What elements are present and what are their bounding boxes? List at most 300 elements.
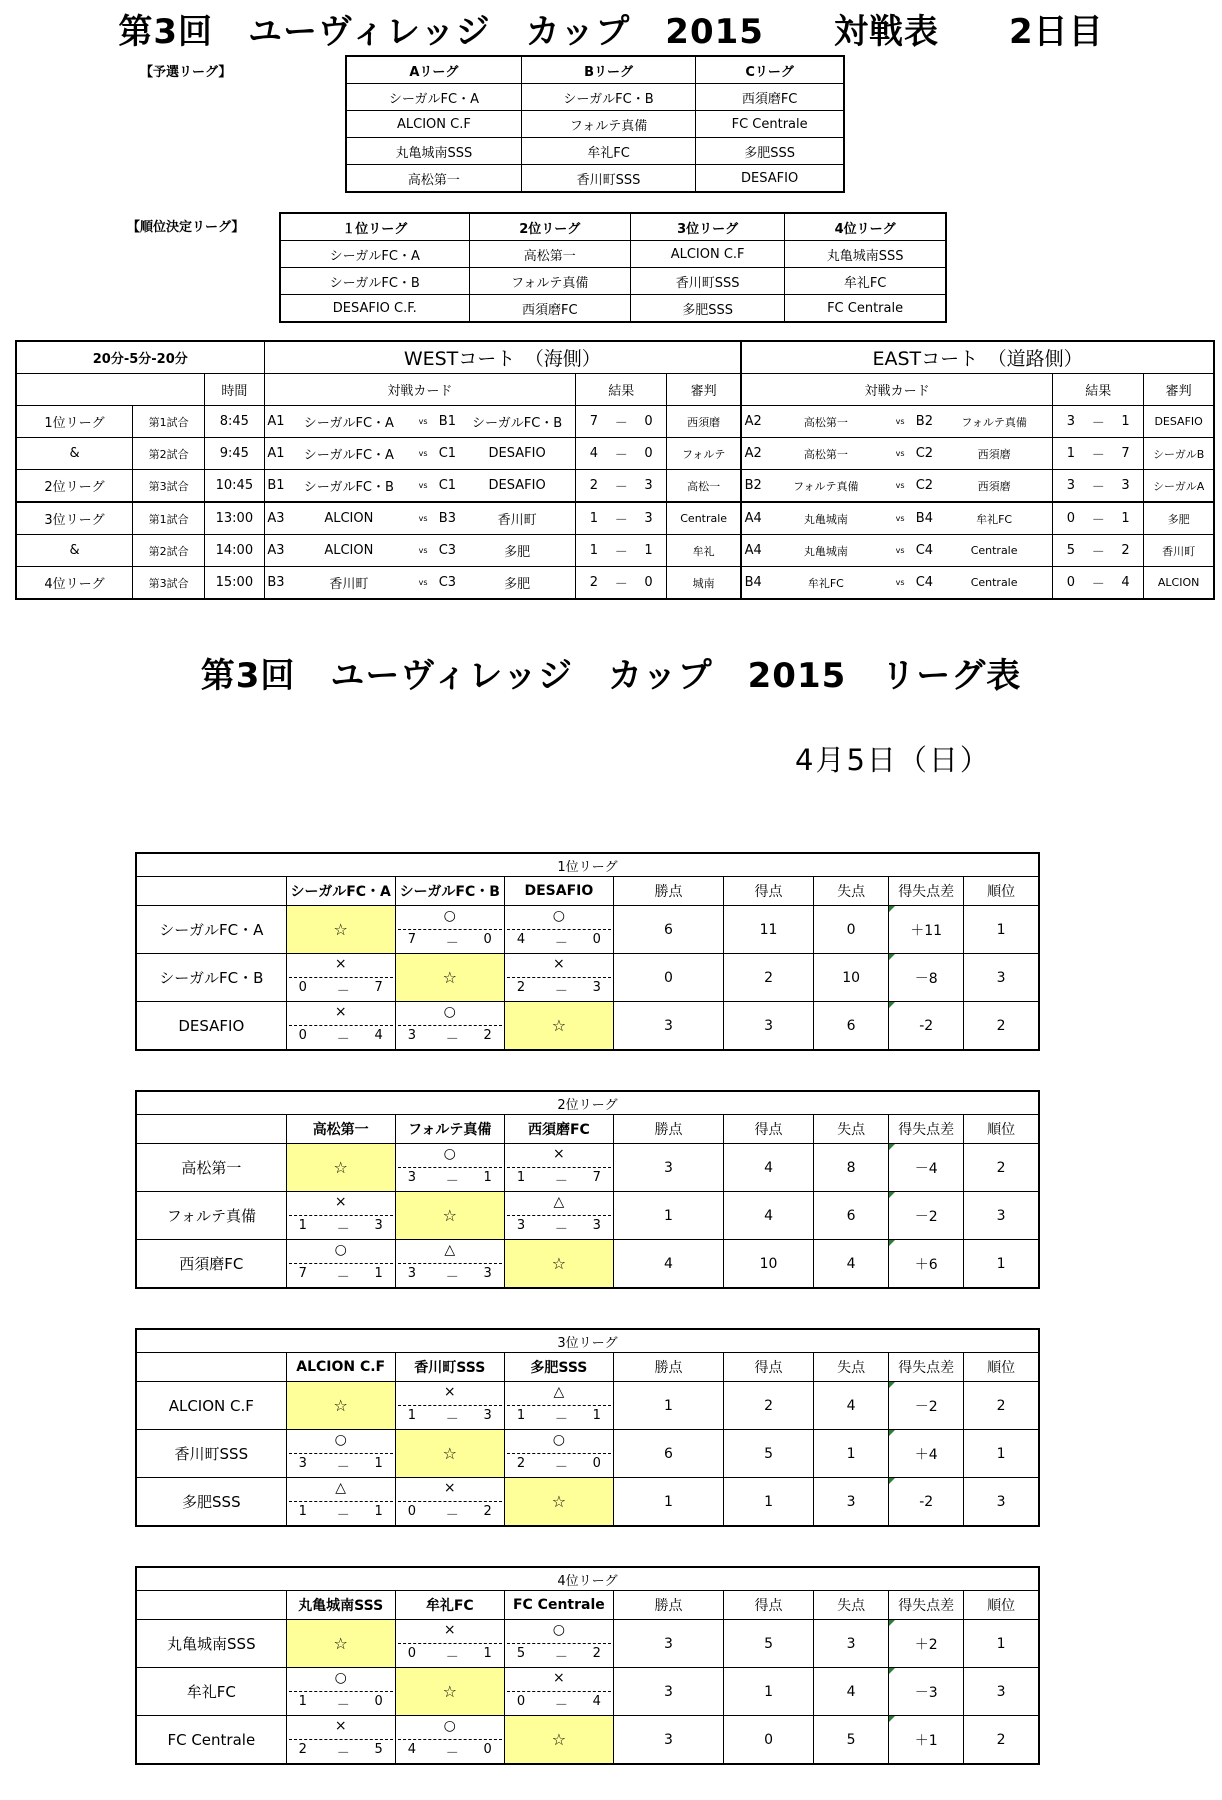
goals-against: 6: [814, 1002, 889, 1051]
team-name: 西須磨: [936, 470, 1053, 503]
points: 3: [613, 1002, 723, 1051]
score-dash: －: [1089, 567, 1108, 600]
score: 1: [1053, 438, 1089, 470]
goals-for: 11: [724, 906, 814, 954]
score-for: 1: [298, 1504, 307, 1519]
score-for: 0: [407, 1504, 417, 1519]
match-result-cell: [286, 1716, 395, 1765]
team-column-header: 西須磨FC: [504, 1115, 613, 1144]
match-result-cell: [504, 1620, 613, 1668]
dashed-divider: [398, 1501, 502, 1502]
result-mark: ○: [443, 1004, 456, 1020]
result-mark: ×: [553, 1146, 565, 1162]
star-icon: ☆: [333, 920, 348, 939]
schedule-format: 20分-5分-20分: [16, 341, 264, 374]
team-column-header: 高松第一: [286, 1115, 395, 1144]
team-name: シーガルFC・A: [287, 406, 410, 438]
vs-label: vs: [410, 535, 435, 567]
team-column-header: 牟礼FC: [395, 1591, 504, 1620]
goals-for: 10: [724, 1240, 814, 1289]
league-name: 3位リーグ: [136, 1329, 1039, 1353]
result-mark: ○: [552, 1432, 565, 1448]
points: 1: [613, 1382, 723, 1430]
dashed-divider: [398, 1263, 502, 1264]
match-header: 対戦カード: [264, 374, 576, 406]
score-for: 4: [516, 932, 526, 947]
dashed-divider: [507, 1643, 611, 1644]
prelim-cell: 香川町SSS: [521, 165, 695, 193]
vs-label: vs: [410, 502, 435, 535]
vs-label: vs: [887, 535, 912, 567]
match-result-cell: [504, 1192, 613, 1240]
stat-header: 勝点: [613, 877, 723, 906]
result-mark: ×: [334, 1004, 347, 1020]
prelim-cell: 高松第一: [346, 165, 521, 193]
match-result-cell: [286, 954, 395, 1002]
score-dash: －: [612, 438, 631, 470]
vs-label: vs: [887, 567, 912, 600]
score-for: 3: [407, 1028, 417, 1043]
goal-difference: -2: [889, 1002, 964, 1051]
score-dash: －: [1089, 406, 1108, 438]
self-match-cell: [286, 1620, 395, 1668]
goals-against: 3: [814, 1478, 889, 1527]
self-match-cell: [286, 1382, 395, 1430]
team-name: 高松第一: [764, 438, 887, 470]
result-box: [287, 1002, 395, 1049]
team-name: DESAFIO: [459, 470, 576, 503]
referee: DESAFIO: [1144, 406, 1214, 438]
score-dash: －: [554, 1174, 568, 1189]
team-column-header: 香川町SSS: [395, 1353, 504, 1382]
star-icon: ☆: [442, 1444, 457, 1463]
game-time: 8:45: [205, 406, 264, 438]
team-code: A4: [741, 535, 764, 567]
team-code: A1: [264, 438, 287, 470]
ranking-cell: 西須磨FC: [469, 295, 630, 323]
team-column-header: フォルテ真備: [395, 1115, 504, 1144]
stat-header: 得点: [724, 1115, 814, 1144]
goals-against: 0: [814, 906, 889, 954]
game-number: 第2試合: [133, 438, 205, 470]
score-for: 3: [298, 1456, 307, 1471]
score-for: 7: [298, 1266, 307, 1281]
ranking-header: 3位リーグ: [631, 213, 785, 241]
team-column-header: シーガルFC・A: [286, 877, 395, 906]
goals-for: 1: [724, 1478, 814, 1527]
team-column-header: FC Centrale: [504, 1591, 613, 1620]
blank-cell: [136, 1353, 286, 1382]
team-name: シーガルFC・B: [459, 406, 576, 438]
team-name: 丸亀城南: [764, 502, 887, 535]
score-dash: －: [445, 1174, 459, 1189]
rank: 2: [964, 1716, 1039, 1765]
league-table: [135, 1328, 1040, 1527]
goals-for: 3: [724, 1002, 814, 1051]
score-for: 3: [407, 1170, 417, 1185]
score-dash: －: [554, 1412, 568, 1427]
group-label: 1位リーグ: [16, 406, 133, 438]
score: 3: [1108, 470, 1144, 503]
prelim-cell: 丸亀城南SSS: [346, 138, 521, 165]
points: 1: [613, 1478, 723, 1527]
game-number: 第3試合: [133, 567, 205, 600]
team-row-name: シーガルFC・B: [136, 954, 286, 1002]
rank: 1: [964, 1430, 1039, 1478]
score: 4: [576, 438, 612, 470]
score-dash: －: [445, 1412, 459, 1427]
stat-header: 得点: [724, 1591, 814, 1620]
goals-against: 8: [814, 1144, 889, 1192]
dashed-divider: [289, 1739, 393, 1740]
prelim-cell: シーガルFC・A: [346, 84, 521, 111]
team-row-name: 丸亀城南SSS: [136, 1620, 286, 1668]
result-box: [287, 1478, 395, 1525]
star-icon: ☆: [442, 1206, 457, 1225]
referee-header: 審判: [667, 374, 741, 406]
score-against: 5: [374, 1742, 383, 1757]
game-time: 14:00: [205, 535, 264, 567]
dashed-divider: [507, 1691, 611, 1692]
referee: 高松一: [667, 470, 741, 503]
score-against: 7: [374, 980, 383, 995]
league-name: 2位リーグ: [136, 1091, 1039, 1115]
match-result-cell: [395, 1382, 504, 1430]
team-column-header: シーガルFC・B: [395, 877, 504, 906]
goal-difference: ＋11: [889, 906, 964, 954]
ranking-cell: ALCION C.F: [631, 241, 785, 268]
team-code: B4: [913, 502, 936, 535]
team-name: 香川町: [287, 567, 410, 600]
score: 7: [1108, 438, 1144, 470]
team-name: DESAFIO: [459, 438, 576, 470]
team-row-name: DESAFIO: [136, 1002, 286, 1051]
game-number: 第3試合: [133, 470, 205, 503]
result-box: [396, 1002, 504, 1049]
goals-for: 4: [724, 1192, 814, 1240]
prelim-cell: ALCION C.F: [346, 111, 521, 138]
team-code: C1: [436, 438, 459, 470]
match-result-cell: [395, 1620, 504, 1668]
result-box: [396, 1240, 504, 1287]
rank: 1: [964, 906, 1039, 954]
result-box: [505, 954, 613, 1001]
match-result-cell: [286, 1240, 395, 1289]
result-mark: ○: [443, 1718, 456, 1734]
team-name: 高松第一: [764, 406, 887, 438]
self-match-cell: [286, 1144, 395, 1192]
score: 5: [1053, 535, 1089, 567]
team-name: フォルテ真備: [764, 470, 887, 503]
dashed-divider: [398, 1643, 502, 1644]
team-name: 多肥: [459, 567, 576, 600]
ranking-header: １位リーグ: [280, 213, 469, 241]
team-column-header: 丸亀城南SSS: [286, 1591, 395, 1620]
result-mark: △: [553, 1194, 565, 1210]
score: 1: [1108, 502, 1144, 535]
team-code: C4: [913, 535, 936, 567]
game-number: 第2試合: [133, 535, 205, 567]
result-mark: ○: [334, 1432, 347, 1448]
result-mark: ○: [334, 1242, 347, 1258]
team-code: A1: [264, 406, 287, 438]
rank: 2: [964, 1144, 1039, 1192]
stat-header: 得失点差: [889, 877, 964, 906]
result-box: [505, 906, 613, 953]
score-against: 3: [483, 1266, 492, 1281]
dashed-divider: [289, 1215, 393, 1216]
result-mark: ×: [553, 1670, 565, 1686]
stat-header: 得失点差: [889, 1353, 964, 1382]
game-number: 第1試合: [133, 406, 205, 438]
self-match-cell: [395, 1668, 504, 1716]
score-dash: －: [554, 1460, 568, 1475]
league-table: [135, 1566, 1040, 1765]
vs-label: vs: [410, 567, 435, 600]
match-result-cell: [395, 1002, 504, 1051]
dashed-divider: [507, 1215, 611, 1216]
score-dash: －: [336, 1698, 350, 1713]
team-code: C2: [913, 438, 936, 470]
prelim-cell: 多肥SSS: [696, 138, 844, 165]
score-against: 3: [592, 980, 601, 995]
score-dash: －: [1089, 535, 1108, 567]
goal-difference: －8: [889, 954, 964, 1002]
team-name: 西須磨: [936, 438, 1053, 470]
rank: 2: [964, 1382, 1039, 1430]
prelim-cell: フォルテ真備: [521, 111, 695, 138]
score-against: 0: [592, 1456, 601, 1471]
score: 0: [631, 567, 667, 600]
score-against: 1: [374, 1456, 383, 1471]
score-dash: －: [554, 1698, 568, 1713]
goals-for: 0: [724, 1716, 814, 1765]
score: 1: [631, 535, 667, 567]
goals-against: 3: [814, 1620, 889, 1668]
result-box: [396, 1144, 504, 1191]
team-code: A3: [264, 535, 287, 567]
west-court-header: WESTコート （海側）: [264, 341, 741, 374]
score-for: 0: [298, 1028, 307, 1043]
schedule-table: [15, 340, 1215, 600]
dashed-divider: [507, 1167, 611, 1168]
score-for: 1: [516, 1170, 526, 1185]
score-for: 0: [298, 980, 307, 995]
rank: 3: [964, 954, 1039, 1002]
match-result-cell: [395, 1240, 504, 1289]
stat-header: 得点: [724, 877, 814, 906]
star-icon: ☆: [333, 1396, 348, 1415]
goals-for: 1: [724, 1668, 814, 1716]
score: 3: [1053, 406, 1089, 438]
points: 4: [613, 1240, 723, 1289]
dashed-divider: [398, 1405, 502, 1406]
result-mark: ×: [443, 1480, 456, 1496]
score: 3: [1053, 470, 1089, 503]
result-mark: △: [335, 1480, 347, 1496]
self-match-cell: [504, 1002, 613, 1051]
rank: 1: [964, 1620, 1039, 1668]
score-against: 2: [483, 1028, 492, 1043]
score-against: 1: [483, 1646, 492, 1661]
team-row-name: ALCION C.F: [136, 1382, 286, 1430]
prelim-header: Cリーグ: [696, 56, 844, 84]
result-mark: ○: [443, 1146, 456, 1162]
match-result-cell: [504, 1668, 613, 1716]
game-time: 9:45: [205, 438, 264, 470]
rank: 3: [964, 1668, 1039, 1716]
referee: 牟礼: [667, 535, 741, 567]
stat-header: 失点: [814, 1353, 889, 1382]
result-box: [505, 1144, 613, 1191]
result-box: [287, 1716, 395, 1763]
score-against: 3: [374, 1218, 383, 1233]
prelim-cell: 牟礼FC: [521, 138, 695, 165]
team-code: B1: [436, 406, 459, 438]
vs-label: vs: [887, 406, 912, 438]
league-table: [135, 852, 1040, 1051]
team-name: フォルテ真備: [936, 406, 1053, 438]
team-code: B3: [436, 502, 459, 535]
score-dash: －: [554, 1222, 568, 1237]
score-dash: －: [1089, 438, 1108, 470]
self-match-cell: [395, 954, 504, 1002]
score-for: 0: [407, 1646, 417, 1661]
goals-against: 10: [814, 954, 889, 1002]
team-name: 香川町: [459, 502, 576, 535]
vs-label: vs: [887, 438, 912, 470]
score-dash: －: [612, 567, 631, 600]
self-match-cell: [395, 1430, 504, 1478]
goals-against: 5: [814, 1716, 889, 1765]
goal-difference: -2: [889, 1478, 964, 1527]
prelim-header: Bリーグ: [521, 56, 695, 84]
ranking-cell: 香川町SSS: [631, 268, 785, 295]
stat-header: 順位: [964, 877, 1039, 906]
stat-header: 得点: [724, 1353, 814, 1382]
date-text: 4月5日（日）: [795, 743, 991, 777]
game-number: 第1試合: [133, 502, 205, 535]
stat-header: 順位: [964, 1353, 1039, 1382]
team-code: A3: [264, 502, 287, 535]
result-box: [505, 1668, 613, 1715]
dashed-divider: [507, 929, 611, 930]
game-time: 10:45: [205, 470, 264, 503]
goal-difference: ＋4: [889, 1430, 964, 1478]
ranking-cell: シーガルFC・B: [280, 268, 469, 295]
rank: 2: [964, 1002, 1039, 1051]
result-box: [287, 1430, 395, 1477]
match-result-cell: [504, 1144, 613, 1192]
star-icon: ☆: [442, 1682, 457, 1701]
match-result-cell: [286, 1430, 395, 1478]
score-dash: －: [336, 1460, 350, 1475]
result-box: [396, 906, 504, 953]
team-code: C4: [913, 567, 936, 600]
score-dash: －: [445, 1270, 459, 1285]
group-label: &: [16, 438, 133, 470]
result-mark: ×: [443, 1384, 456, 1400]
match-result-cell: [504, 954, 613, 1002]
ranking-cell: 高松第一: [469, 241, 630, 268]
score-dash: －: [554, 936, 568, 951]
team-column-header: ALCION C.F: [286, 1353, 395, 1382]
team-row-name: 牟礼FC: [136, 1668, 286, 1716]
result-box: [287, 1192, 395, 1239]
match-result-cell: [395, 906, 504, 954]
dashed-divider: [289, 1263, 393, 1264]
team-row-name: フォルテ真備: [136, 1192, 286, 1240]
points: 3: [613, 1620, 723, 1668]
star-icon: ☆: [333, 1158, 348, 1177]
team-row-name: FC Centrale: [136, 1716, 286, 1765]
score-dash: －: [612, 470, 631, 503]
match-result-cell: [395, 1144, 504, 1192]
east-court-header: EASTコート （道路側）: [741, 341, 1214, 374]
score-for: 7: [407, 932, 417, 947]
goal-difference: ＋1: [889, 1716, 964, 1765]
prelim-cell: DESAFIO: [696, 165, 844, 193]
score-dash: －: [336, 1508, 350, 1523]
result-mark: △: [444, 1242, 456, 1258]
points: 0: [613, 954, 723, 1002]
ranking-cell: シーガルFC・A: [280, 241, 469, 268]
rank: 3: [964, 1478, 1039, 1527]
goals-against: 6: [814, 1192, 889, 1240]
ranking-label: 【順位決定リーグ】: [127, 220, 245, 235]
score-against: 1: [592, 1408, 601, 1423]
team-code: B2: [913, 406, 936, 438]
result-box: [505, 1620, 613, 1667]
score-against: 0: [483, 932, 492, 947]
goal-difference: －2: [889, 1382, 964, 1430]
prelim-cell: FC Centrale: [696, 111, 844, 138]
score-dash: －: [336, 1746, 350, 1761]
score-for: 1: [298, 1694, 307, 1709]
dashed-divider: [398, 1167, 502, 1168]
score: 0: [631, 406, 667, 438]
match-result-cell: [286, 1192, 395, 1240]
points: 1: [613, 1192, 723, 1240]
team-name: Centrale: [936, 535, 1053, 567]
prelim-table: [345, 55, 845, 193]
prelim-header: Aリーグ: [346, 56, 521, 84]
vs-label: vs: [410, 406, 435, 438]
dashed-divider: [289, 1501, 393, 1502]
star-icon: ☆: [551, 1254, 567, 1273]
star-icon: ☆: [442, 968, 457, 987]
referee: ALCION: [1144, 567, 1214, 600]
goals-against: 4: [814, 1382, 889, 1430]
referee: 多肥: [1144, 502, 1214, 535]
team-code: A4: [741, 502, 764, 535]
score-for: 5: [516, 1646, 526, 1661]
referee: シーガルA: [1144, 470, 1214, 503]
ranking-cell: DESAFIO C.F.: [280, 295, 469, 323]
result-box: [396, 1382, 504, 1429]
points: 3: [613, 1716, 723, 1765]
team-name: ALCION: [287, 502, 410, 535]
vs-label: vs: [410, 438, 435, 470]
ranking-cell: 丸亀城南SSS: [785, 241, 946, 268]
team-code: A2: [741, 406, 764, 438]
dashed-divider: [289, 977, 393, 978]
score: 2: [576, 567, 612, 600]
result-box: [396, 1478, 504, 1525]
score-for: 1: [516, 1408, 526, 1423]
score: 0: [1053, 567, 1089, 600]
goals-for: 4: [724, 1144, 814, 1192]
